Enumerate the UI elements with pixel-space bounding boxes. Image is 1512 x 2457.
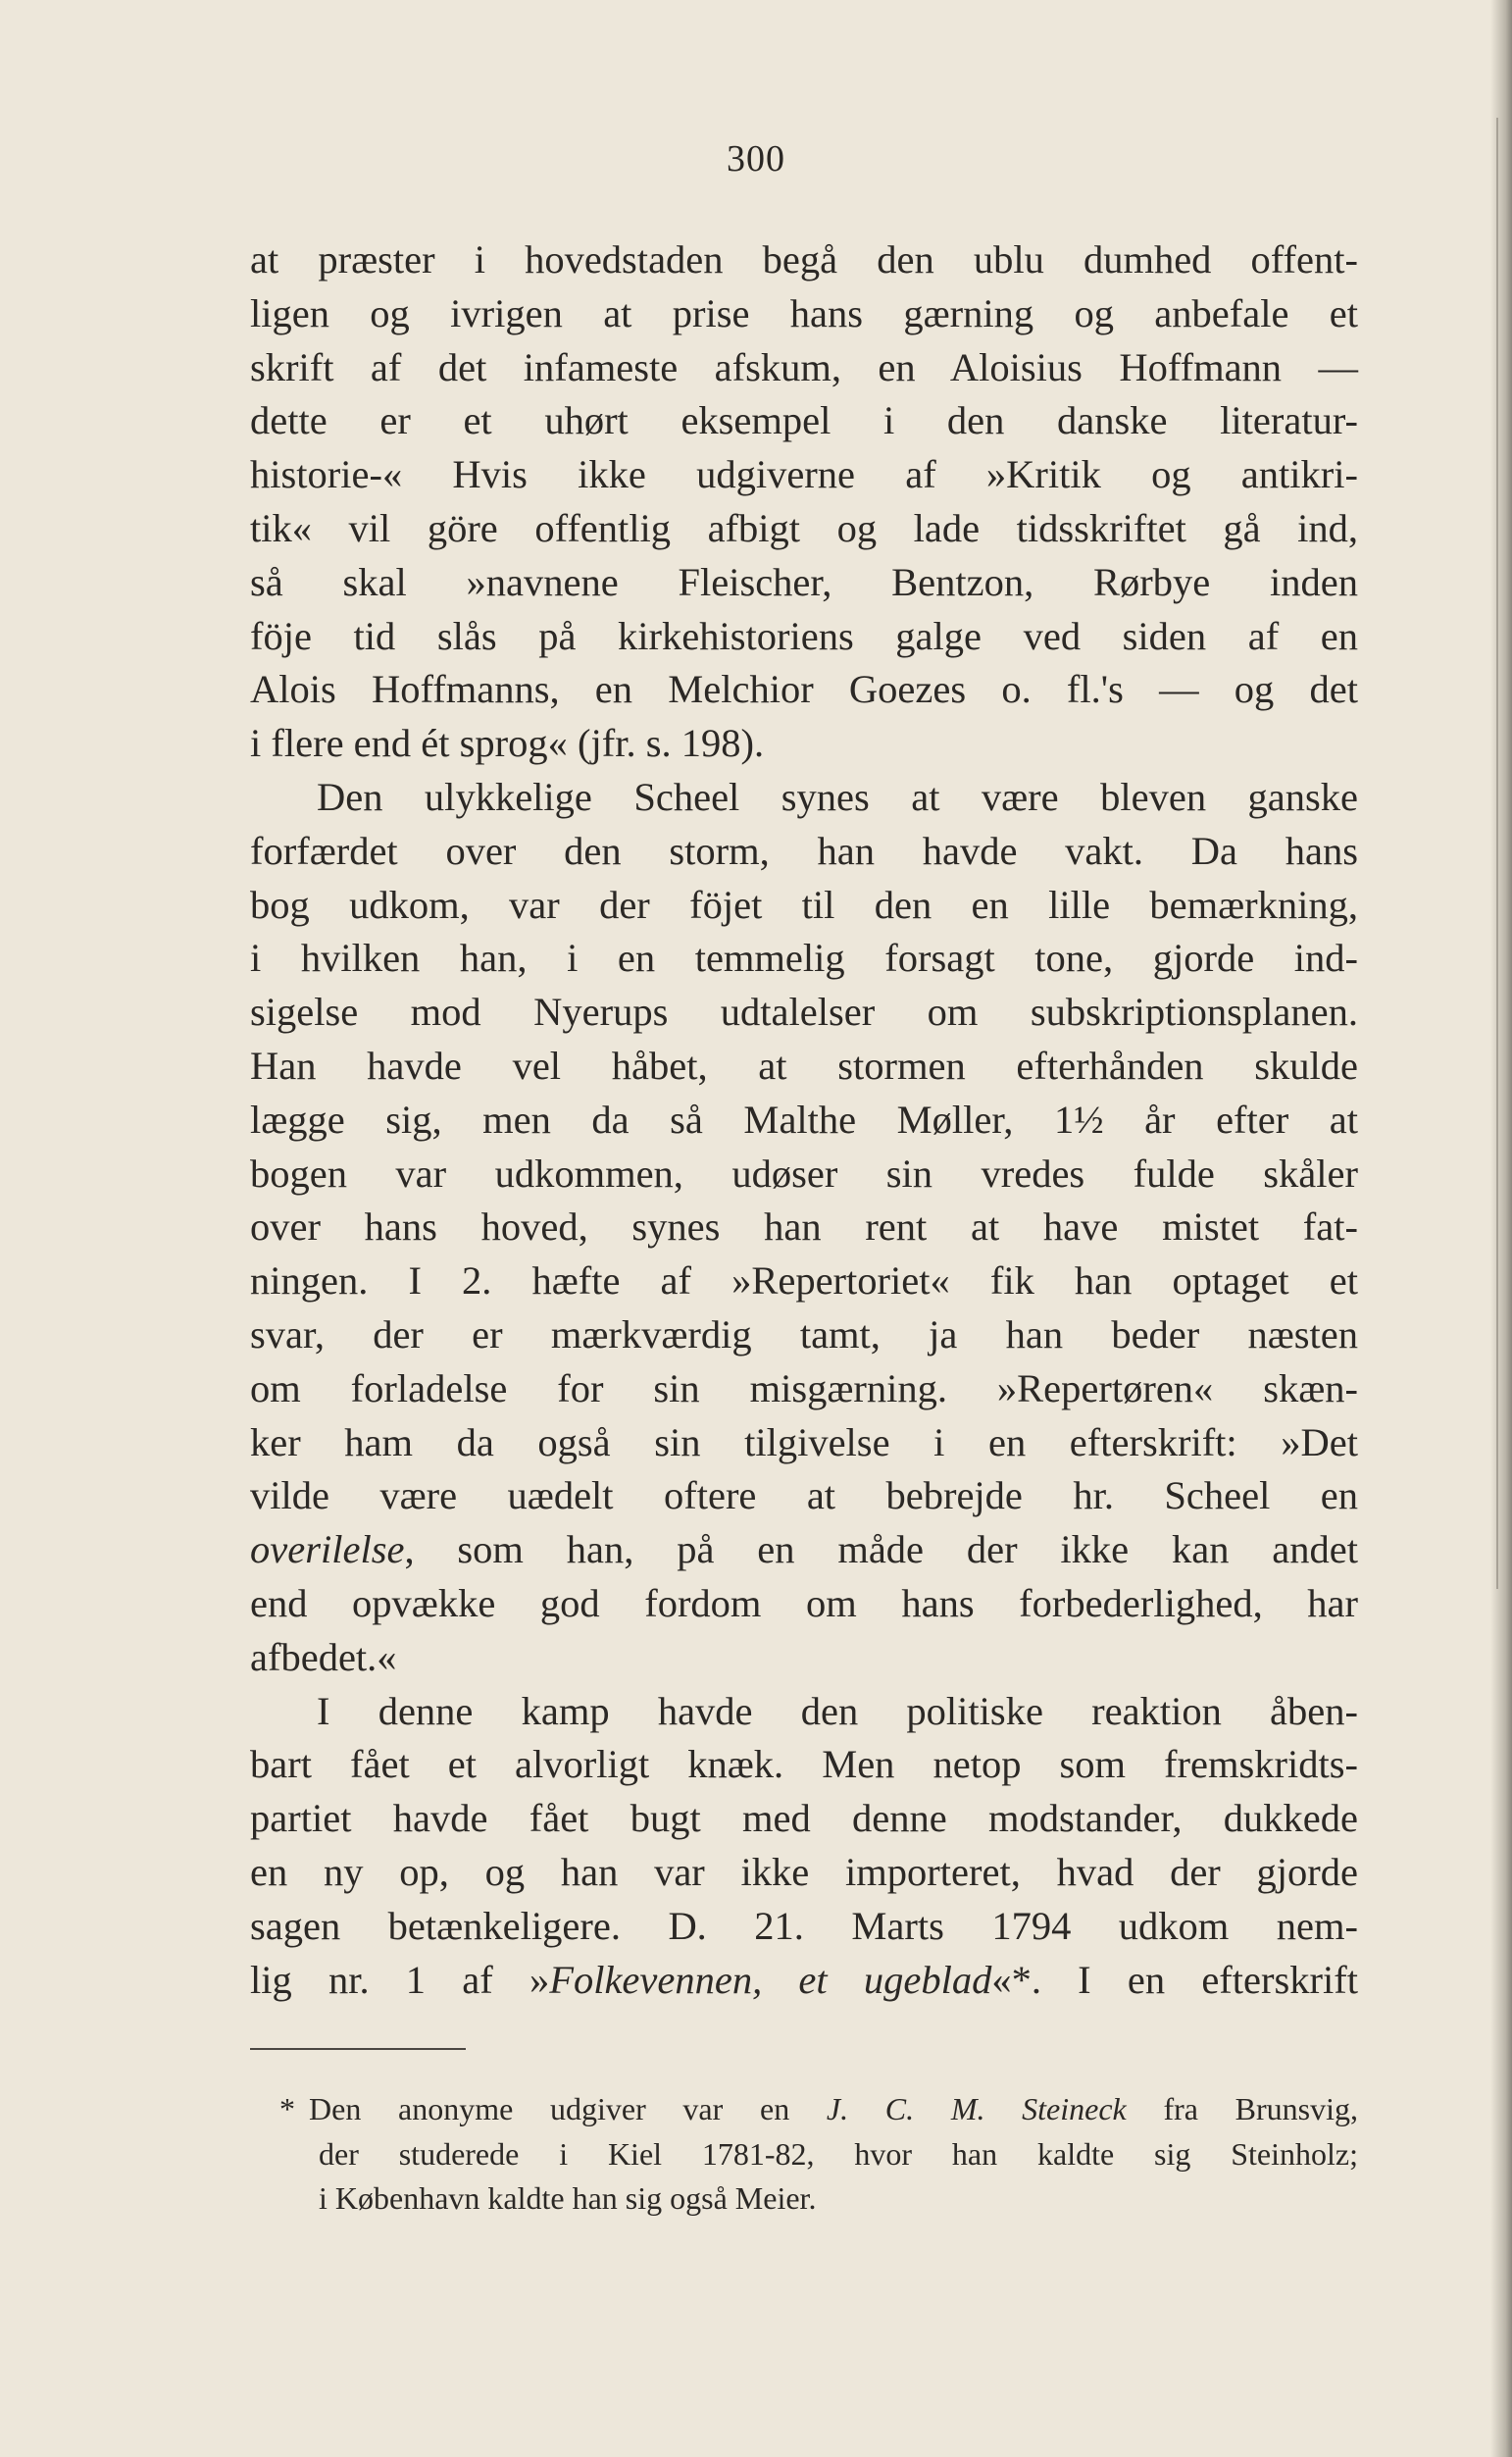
italic-word: overilelse (250, 1527, 405, 1572)
text-line: svar, der er mærkværdig tamt, ja han beder næsten (250, 1311, 1358, 1356)
text-line: forfærdet over den storm, han havde vakt. Da hans (250, 828, 1358, 873)
text-line: i flere end ét sprog« (jfr. s. 198). (250, 721, 765, 766)
text-line: så skal »navnene Fleischer, Bentzon, Rørbye inden (250, 559, 1358, 604)
text-line: historie-« Hvis ikke udgiverne af »Kritik og antikri- (250, 452, 1358, 497)
footnote-line (279, 2087, 1358, 2132)
text-segment: lig nr. 1 af » (250, 1957, 550, 2002)
text-segment: fra Brunsvig, (1126, 2091, 1359, 2126)
page-edge-shadow (1490, 0, 1512, 2457)
text-line: föje tid slås på kirkehistoriens galge ved siden af en (250, 613, 1358, 658)
body-text (250, 233, 1358, 2007)
text-line: ningen. I 2. hæfte af »Repertoriet« fik han optaget et (250, 1258, 1358, 1304)
text-line-with-italic (250, 1954, 1358, 2008)
text-line: sagen betænkeligere. D. 21. Marts 1794 udkom nem- (250, 1903, 1358, 1948)
text-line: over hans hoved, synes han rent at have mistet fat- (250, 1204, 1358, 1250)
text-line: skrift af det infameste afskum, en Aloisius Hoffmann — (250, 344, 1358, 389)
text-line-with-fraction (250, 1094, 1358, 1148)
text-line: Han havde vel håbet, at stormen efterhånden skulde (250, 1043, 1358, 1088)
text-line: partiet havde fået bugt med denne modstander, dukkede (250, 1796, 1358, 1841)
text-line: i hvilken han, i en temmelig forsagt tone, gjorde ind- (250, 936, 1358, 981)
text-line: ker ham da også sin tilgivelse i en efterskrift: »Det (250, 1419, 1358, 1464)
text-line-with-italic (250, 1523, 1358, 1577)
fraction: 1½ (1053, 1097, 1104, 1142)
italic-name: J. C. M. Steineck (826, 2091, 1127, 2126)
text-line: sigelse mod Nyerups udtalelser om subskriptionsplanen. (250, 990, 1358, 1035)
text-line: Den ulykkelige Scheel synes at være bleven ganske (317, 774, 1358, 819)
text-line: afbedet.« (250, 1634, 397, 1679)
text-line: bogen var udkommen, udøser sin vredes fulde skåler (250, 1151, 1358, 1196)
text-line: ligen og ivrigen at prise hans gærning og anbefale et (250, 290, 1358, 335)
text-line: Alois Hoffmanns, en Melchior Goezes o. fl.'s — og det (250, 667, 1358, 712)
text-line: at præster i hovedstaden begå den ublu dumhed offent- (250, 237, 1358, 282)
text-line: en ny op, og han var ikke importeret, hvad der gjorde (250, 1849, 1358, 1894)
text-line: vilde være uædelt oftere at bebrejde hr. Scheel en (250, 1473, 1358, 1518)
text-segment: Den anonyme udgiver var en (309, 2091, 827, 2126)
text-line: om forladelse for sin misgærning. »Repertøren« skæn- (250, 1365, 1358, 1410)
text-line: bog udkom, var der föjet til den en lille bemærkning, (250, 882, 1358, 927)
text-segment: «*. I en efterskrift (991, 1957, 1358, 2002)
page-edge-line (1496, 118, 1498, 1589)
text-segment: , som han, på en måde der ikke kan andet (404, 1527, 1358, 1572)
text-line: dette er et uhørt eksempel i den danske literatur- (250, 398, 1358, 443)
footnote-line: der studerede i Kiel 1781-82, hvor han kaldte sig Steinholz; (319, 2135, 1358, 2172)
text-line: tik« vil göre offentlig afbigt og lade tidsskriftet gå ind, (250, 505, 1358, 550)
page-number: 300 (727, 138, 785, 179)
text-segment: lægge sig, men da så Malthe Møller, (250, 1097, 1014, 1142)
footnote (279, 2087, 1358, 2222)
text-line: I denne kamp havde den politiske reaktion åben- (317, 1688, 1358, 1733)
footnote-divider (250, 2048, 466, 2050)
footnote-line: i København kaldte han sig også Meier. (319, 2180, 817, 2216)
text-line: end opvække god fordom om hans forbederlighed, har (250, 1580, 1358, 1625)
italic-title: Folkevennen, et ugeblad (549, 1957, 992, 2002)
footnote-mark: * (279, 2091, 295, 2126)
text-segment: år efter at (1103, 1097, 1358, 1142)
text-line: bart fået et alvorligt knæk. Men netop som fremskridts- (250, 1742, 1358, 1787)
